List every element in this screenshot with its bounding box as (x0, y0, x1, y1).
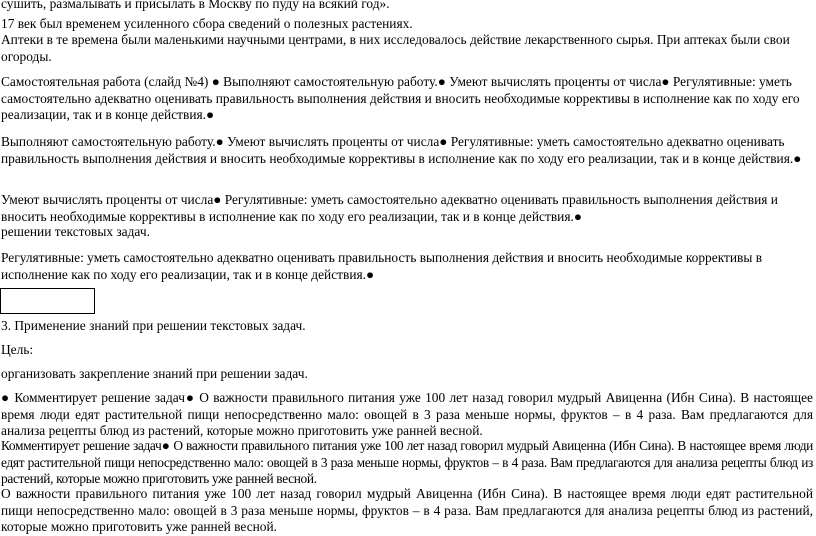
commentary-paragraph-1: ● Комментирует решение задач● О важности правильного питания уже 100 лет назад говорил мудрый Авиценна (Ибн Сина). В настоящее время люди едят растительной пищи непосредственно мало: овощей в 3 раза меньше нормы, фруктов – в 4 раза. Вам предлагаются для анализа рецепты блюд из растений, которые можно приготовить уже ранней весной. (1, 390, 813, 439)
regulative-paragraph: Регулятивные: уметь самостоятельно адекватно оценивать правильность выполнения действия и вносить необходимые коррективы в исполнение как по ходу его реализации, так и в конце действия.● (1, 250, 763, 282)
independent-work-repeat-paragraph: Выполняют самостоятельную работу.● Умеют вычислять проценты от числа● Регулятивные: уметь самостоятельно адекватно оценивать правильность выполнения действия и вносить необходимые коррективы в исполнение как по ходу его реализации, так и в конце действия.● (1, 134, 802, 166)
goal-label: Цель: (1, 342, 34, 357)
text-line-1: сушить, размалывать и присылать в Москву по пуду на всякий год». (1, 0, 390, 11)
pharmacy-paragraph: Аптеки в те времена были маленькими научными центрами, в них исследовалось действие лекарственного сырья. При аптеках были свои огороды. (1, 32, 790, 64)
goal-text: организовать закрепление знаний при решении задач. (1, 366, 308, 381)
commentary-paragraph-2: Комментирует решение задач● О важности правильного питания уже 100 лет назад говорил мудрый Авиценна (Ибн Сина). В настоящее время люди едят растительной пищи непосредственно мало: овощей в 3 раза меньше нормы, фруктов – в 4 раза. Вам предлагаются для анализа рецепты блюд из растений, которые можно приготовить уже ранней весной. (1, 438, 813, 487)
independent-work-paragraph: Самостоятельная работа (слайд №4) ● Выполняют самостоятельную работу.● Умеют вычислять проценты от числа● Регулятивные: уметь самостоятельно адекватно оценивать правильность выполнения действия и вносить необходимые коррективы в исполнение как по ходу его реализации, так и в конце действия.● (1, 74, 800, 123)
commentary-paragraph-3: О важности правильного питания уже 100 лет назад говорил мудрый Авиценна (Ибн Сина). В настоящее время люди едят растительной пищи непосредственно мало: овощей в 3 раза меньше нормы, фруктов – в 4 раза. Вам предлагаются для анализа рецепты блюд из растений, которые можно приготовить уже ранней весной. (1, 486, 813, 535)
percent-skill-paragraph: Умеют вычислять проценты от числа● Регулятивные: уметь самостоятельно адекватно оценивать правильность выполнения действия и вносить необходимые коррективы в исполнение как по ходу его реализации, так и в конце действия.● (1, 192, 778, 224)
section-heading: 3. Применение знаний при решении текстовых задач. (1, 318, 306, 333)
text-tasks-fragment: решении текстовых задач. (1, 224, 150, 239)
empty-box (0, 288, 95, 314)
text-line-2: 17 век был временем усиленного сбора сведений о полезных растениях. (1, 16, 413, 31)
